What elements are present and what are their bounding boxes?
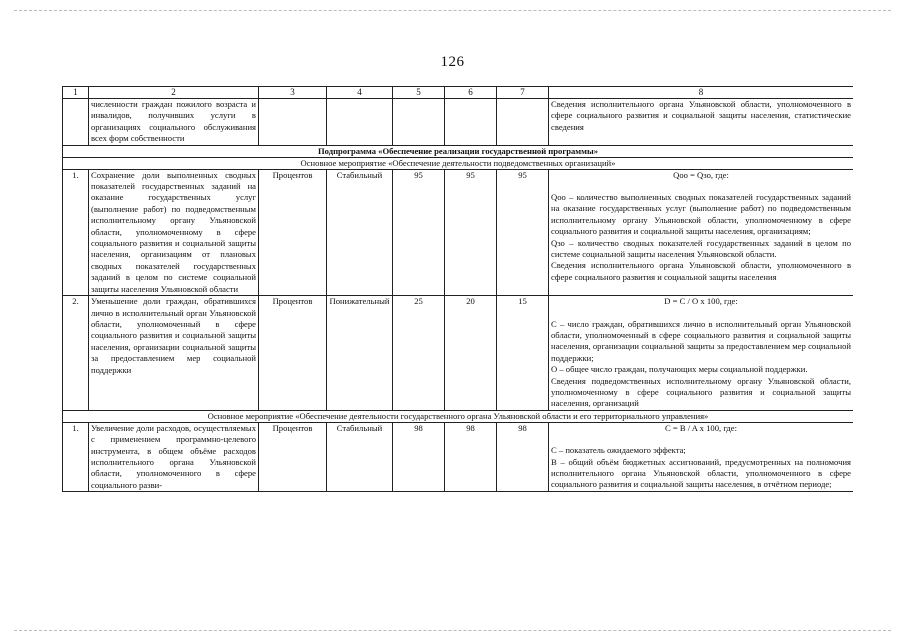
indicator-name: Сохранение доли выполненных сводных показателей государственных заданий на оказание государственных услуг (выполнение работ) по подведомственным исполнительному органу Ульяновской области, уполномоченному в сфере социального развития и социальной защиты населения, организациям от плановых сводных показателей государственных заданий в целом по системе социальной защиты населения Ульяновской области — [89, 169, 259, 295]
formula: C = B / A x 100, где: — [664, 422, 737, 433]
header-cell: 4 — [327, 87, 393, 99]
header-cell: 6 — [445, 87, 497, 99]
indicators-table — [62, 86, 853, 492]
value-cell: 95 — [393, 169, 445, 295]
method-paragraph: C – число граждан, обратившихся лично в исполнительный орган Ульяновской области, уполномоченный в сфере социального развития и социальной защиты населения, организации социальной защиты за предоставлением мер социальной поддержки; — [551, 318, 851, 363]
method-paragraph: Qоо – количество выполненных сводных показателей государственных заданий на оказание государственных услуг (выполнение работ) по подведомственным исполнительному органу Ульяновской области, уполномоченному в сфере социального развития и социальной защиты населения, организациям; — [551, 192, 851, 237]
header-cell: 2 — [89, 87, 259, 99]
value-cell: 15 — [497, 296, 549, 411]
table-row — [63, 422, 854, 491]
section-subtitle-row — [63, 157, 854, 169]
row-number: 1. — [63, 422, 89, 491]
section-title-row — [63, 145, 854, 157]
row-number — [63, 99, 89, 146]
value-cell: 98 — [497, 422, 549, 491]
value-cell: 98 — [393, 422, 445, 491]
formula: Qоо = Qзо, где: — [673, 169, 729, 180]
indicator-method — [549, 422, 854, 491]
header-cell: 8 — [549, 87, 854, 99]
indicator-method — [549, 169, 854, 295]
indicator-name: Увеличение доли расходов, осуществляемых с применением программно-целевого инструмента, в общем объёме расходов исполнительного органа Ульяновской области, уполномоченного в сфере социального разви- — [89, 422, 259, 491]
indicator-name: Уменьшение доли граждан, обратившихся лично в исполнительный орган Ульяновской области, уполномоченный в сфере социального развития и социальной защиты населения, организации социальной защиты за предоставлением мер социальной поддержки — [89, 296, 259, 411]
indicators-table-wrapper — [62, 86, 853, 580]
method-paragraph: Сведения исполнительного органа Ульяновской области, уполномоченного в сфере социального развития и социальной защиты населения — [551, 260, 851, 282]
page-number: 126 — [440, 54, 465, 70]
table-row — [63, 169, 854, 295]
header-cell: 3 — [259, 87, 327, 99]
subprogram-title: Подпрограмма «Обеспечение реализации государственной программы» — [63, 145, 854, 157]
method-paragraph: Сведения подведомственных исполнительному органу Ульяновской области, уполномоченному в сфере социального развития и социальной защиты населения, организаций — [551, 375, 851, 409]
value-cell: 98 — [445, 422, 497, 491]
method-paragraph: C – показатель ожидаемого эффекта; — [551, 445, 686, 456]
indicator-method: Сведения исполнительного органа Ульяновской области, уполномоченного в сфере социального развития и социальной защиты населения, статистические сведения — [549, 99, 854, 146]
indicator-name: численности граждан пожилого возраста и инвалидов, получивших услуги в организациях социального обслуживания всех форм собственности — [89, 99, 259, 146]
header-cell: 5 — [393, 87, 445, 99]
scan-edge-top — [14, 10, 891, 12]
table-row — [63, 296, 854, 411]
unit-cell: Процентов — [259, 296, 327, 411]
table-row — [63, 99, 854, 146]
table-header-row — [63, 87, 854, 99]
method-paragraph: O – общее число граждан, получающих меры социальной поддержки. — [551, 364, 808, 375]
method-paragraph: Qзо – количество сводных показателей государственных заданий в целом по системе социальной защиты населения Ульяновской области. — [551, 237, 851, 260]
indicator-method — [549, 296, 854, 411]
row-number: 1. — [63, 169, 89, 295]
value-cell: 95 — [445, 169, 497, 295]
activity-title: Основное мероприятие «Обеспечение деятельности государственного органа Ульяновской области и его территориального управления» — [63, 410, 854, 422]
header-cell: 7 — [497, 87, 549, 99]
value-cell: 20 — [445, 296, 497, 411]
section-subtitle-row — [63, 410, 854, 422]
activity-title: Основное мероприятие «Обеспечение деятельности подведомственных организаций» — [63, 157, 854, 169]
formula: D = C / O x 100, где: — [664, 296, 738, 307]
scan-edge-bottom — [14, 630, 891, 632]
value-cell: 95 — [497, 169, 549, 295]
trend-cell: Понижательный — [327, 296, 393, 411]
value-cell: 25 — [393, 296, 445, 411]
unit-cell: Процентов — [259, 422, 327, 491]
unit-cell: Процентов — [259, 169, 327, 295]
header-cell: 1 — [63, 87, 89, 99]
trend-cell: Стабильный — [327, 169, 393, 295]
trend-cell: Стабильный — [327, 422, 393, 491]
row-number: 2. — [63, 296, 89, 411]
method-paragraph: B – общий объём бюджетных ассигнований, предусмотренных на полномочия исполнительного органа Ульяновской области, уполномоченного в сфере социального развития и социальной защиты населения, в отчётном периоде; — [551, 456, 851, 490]
